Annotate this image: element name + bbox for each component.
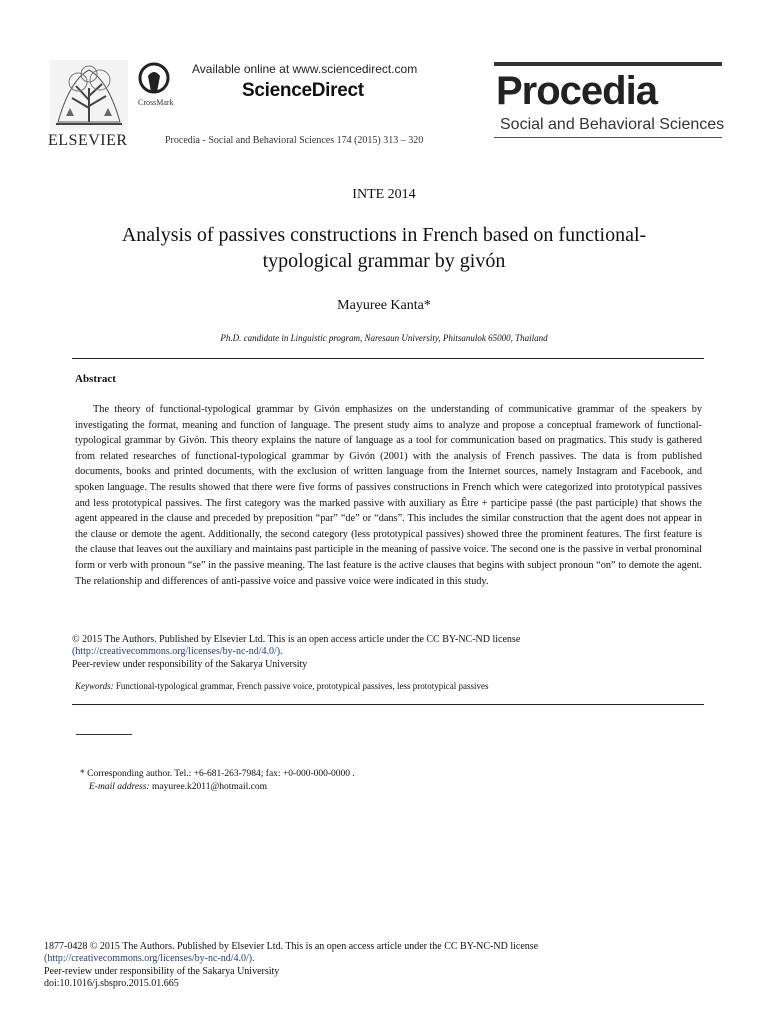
divider-top	[72, 358, 704, 359]
journal-citation: Procedia - Social and Behavioral Sciences 174 (2015) 313 – 320	[165, 135, 424, 146]
crossmark-label: CrossMark	[138, 98, 174, 107]
title-line-1: Analysis of passives constructions in French based on functional-	[121, 224, 647, 246]
available-online-text: Available online at www.sciencedirect.com	[192, 62, 418, 76]
conference-name: INTE 2014	[352, 187, 416, 202]
keywords	[75, 681, 488, 691]
article-title	[70, 222, 698, 274]
author-affiliation: Ph.D. candidate in Linguistic program, Naresaun University, Phitsanulok 65000, Thailand	[220, 333, 548, 343]
publisher-name: ELSEVIER	[48, 132, 128, 149]
author-name: Mayuree Kanta*	[337, 298, 431, 313]
procedia-underline	[494, 137, 722, 138]
keywords-text: Functional-typological grammar, French passive voice, prototypical passives, less prototypical passives	[115, 681, 489, 691]
procedia-top-bar	[494, 62, 722, 66]
title-line-2: typological grammar by givón	[262, 250, 506, 272]
procedia-subtitle: Social and Behavioral Sciences	[500, 116, 725, 133]
peer-review-line: Peer-review under responsibility of the Sakarya University	[72, 658, 308, 670]
issn-license-line: 1877-0428 © 2015 The Authors. Published by Elsevier Ltd. This is an open access article under the CC BY-NC-ND license	[44, 941, 539, 952]
bottom-license	[44, 941, 538, 991]
license-line: © 2015 The Authors. Published by Elsevier Ltd. This is an open access article under the CC BY-NC-ND license	[72, 634, 521, 645]
footnote-rule	[76, 734, 132, 735]
email-address[interactable]: mayuree.k2011@hotmail.com	[151, 781, 267, 792]
footnote	[80, 768, 355, 793]
procedia-logo: Procedia	[496, 69, 657, 113]
abstract-body	[75, 402, 702, 589]
sciencedirect-logo[interactable]: ScienceDirect	[242, 80, 364, 101]
license-notice	[72, 634, 672, 671]
corresponding-author: * Corresponding author. Tel.: +6-681-263-7984; fax: +0-000-000-0000 .	[80, 769, 355, 779]
abstract-heading: Abstract	[75, 373, 116, 385]
bottom-license-link[interactable]: (http://creativecommons.org/licenses/by-nc-nd/4.0/).	[44, 953, 255, 965]
keywords-label: Keywords:	[75, 681, 114, 691]
divider-bottom	[72, 704, 704, 705]
license-link[interactable]: (http://creativecommons.org/licenses/by-nc-nd/4.0/).	[72, 646, 283, 658]
abstract-text: The theory of functional-typological grammar by Givón emphasizes on the understanding of communicative grammar of the speakers by investigating the format, meaning and function of language. The present study aims to analyze and propose a conceptual framework of functional-typological grammar by Givón. This theory explains the nature of language as a tool for communication based on pragmatics. This study is gathered from related researches of functional-typological grammar by Givón (2001) with the analysis of French passives. The data is from published documents, books and printed documents, with the exclusion of written language from the Internet sources, namely Instagram and Facebook, and spoken language. The results showed that there were five forms of passives constructions in French which were categorized into prototypical passives and less prototypical passives. The first category was the marked passive with auxiliary as Être + participe passé (the past participle) that shows the agent appeared in the clause and preceded by preposition “par” “de” or “dans”. This includes the similar construction that the agent does not appear in the clause or demote the agent. Additionally, the second category (less prototypical passives) showed three the prominent features. The first feature is the clause that leaves out the auxiliary and maintains past participle in the meaning of passive voice. The second one is the passive in verbal pronominal form or verb with pronoun “se” in the passive meaning. The last feature is the active clauses that begins with subject pronoun “on” to demote the agent. The relationship and differences of anti-passive voice and passive voice were indicated in this study.	[75, 404, 702, 587]
doi[interactable]: doi:10.1016/j.sbspro.2015.01.665	[44, 978, 179, 990]
email-label: E-mail address:	[89, 781, 150, 792]
bottom-peer-review: Peer-review under responsibility of the Sakarya University	[44, 965, 280, 977]
